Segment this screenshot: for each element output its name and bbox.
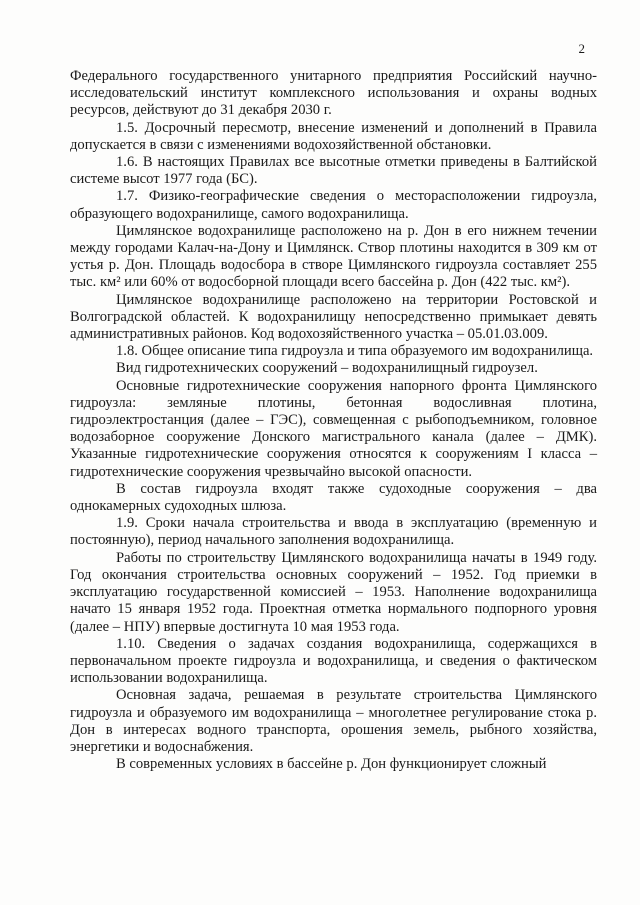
paragraph: В состав гидроузла входят также судоходные сооружения – два однокамерных судоходных шлюза. [70,480,597,515]
paragraph: 1.7. Физико-географические сведения о месторасположении гидроузла, образующего водохранилище, самого водохранилища. [70,188,597,222]
paragraph: 1.6. В настоящих Правилах все высотные отметки приведены в Балтийской системе высот 1977 года (БС). [70,154,597,188]
document-body [70,68,597,773]
paragraph: Работы по строительству Цимлянского водохранилища начаты в 1949 году. Год окончания строительства основных сооружений – 1952. Год приемки в эксплуатацию государственной комиссией – 1953. Наполнение водохранилища начато 15 января 1952 года. Проектная отметка нормального подпорного уровня (далее – НПУ) впервые достигнута 10 мая 1953 года. [70,549,597,635]
paragraph: Цимлянское водохранилище расположено на территории Ростовской и Волгоградской областей. К водохранилищу непосредственно примыкает девять административных районов. Код водохозяйственного участка – 05.01.03.009. [70,291,597,343]
paragraph: Федерального государственного унитарного предприятия Российский научно-исследовательский институт комплексного использования и охраны водных ресурсов, действуют до 31 декабря 2030 г. [70,68,597,119]
paragraph: 1.8. Общее описание типа гидроузла и типа образуемого им водохранилища. [116,343,594,360]
paragraph: 1.5. Досрочный пересмотр, внесение изменений и дополнений в Правила допускается в связи с изменениями водохозяйственной обстановки. [70,119,597,153]
paragraph: Основная задача, решаемая в результате строительства Цимлянского гидроузла и образуемого им водохранилища – многолетнее регулирование стока р. Дон в интересах водного транспорта, орошения земель, рыбного хозяйства, энергетики и водоснабжения. [70,687,597,755]
paragraph: В современных условиях в бассейне р. Дон функционирует сложный [116,756,547,773]
paragraph: Цимлянское водохранилище расположено на р. Дон в его нижнем течении между городами Калач-на-Дону и Цимлянск. Створ плотины находится в 309 км от устья р. Дон. Площадь водосбора в створе Цимлянского гидроузла составляет 255 тыс. км² или 60% от водосборной площади всего бассейна р. Дон (422 тыс. км²). [70,222,597,291]
paragraph: Основные гидротехнические сооружения напорного фронта Цимлянского гидроузла: земляные плотины, бетонная водосливная плотина, гидроэлектростанция (далее – ГЭС), совмещенная с рыбоподъемником, головное водозаборное сооружение Донского магистрального канала (далее – ДМК). Указанные гидротехнические сооружения относятся к сооружениям I класса – гидротехнические сооружения чрезвычайно высокой опасности. [70,377,597,480]
paragraph: 1.9. Сроки начала строительства и ввода в эксплуатацию (временную и постоянную), период начального заполнения водохранилища. [70,515,597,549]
paragraph: 1.10. Сведения о задачах создания водохранилища, содержащихся в первоначальном проекте гидроузла и водохранилища, и сведения о фактическом использовании водохранилища. [70,635,597,687]
page-number: 2 [578,41,585,56]
paragraph: Вид гидротехнических сооружений – водохранилищный гидроузел. [116,360,538,377]
